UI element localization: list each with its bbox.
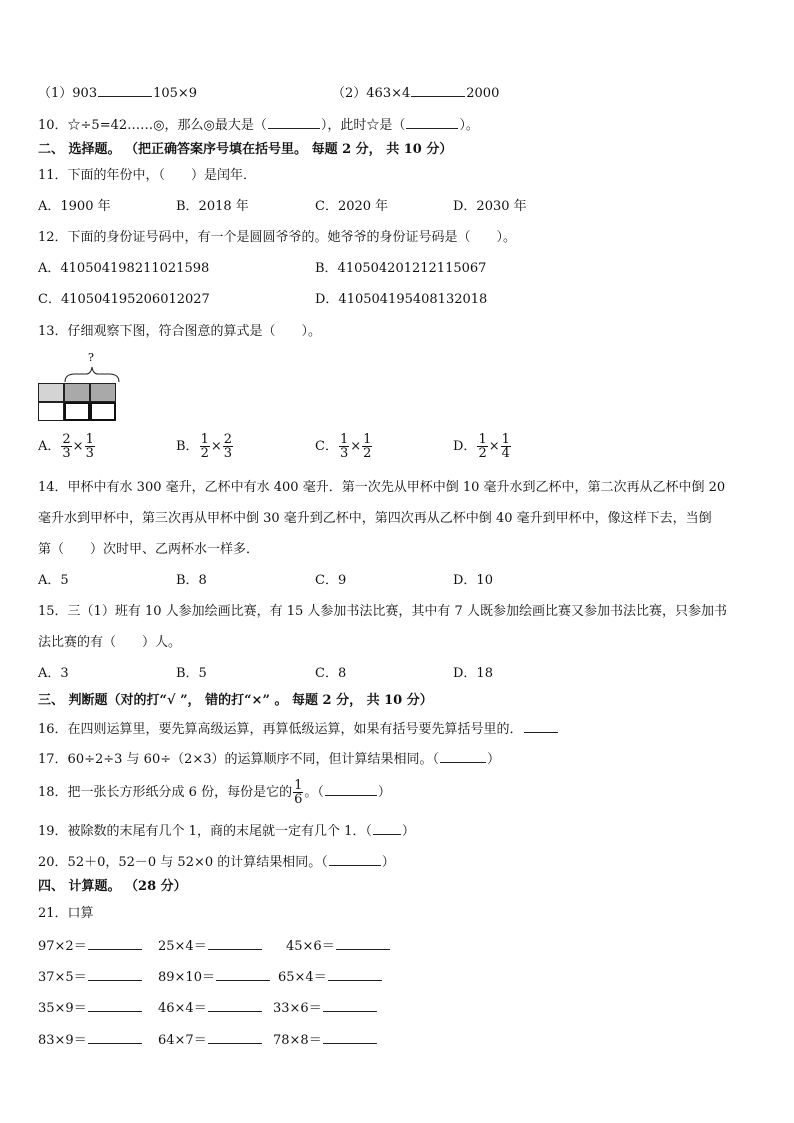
answer-blank[interactable] [88,999,142,1012]
brace-figure [60,350,124,384]
q12-option-d[interactable]: D．410504195408132018 [315,292,488,307]
question-15-line-1: 15．三（1）班有 10 人参加绘画比赛，有 15 人参加书法比赛，其中有 7 人既参加绘画比赛又参加书法比赛，只参加书 [38,604,727,619]
q11-option-b[interactable]: B．2018 年 [176,199,249,214]
q12-option-c[interactable]: C．410504195206012027 [38,292,210,307]
answer-blank[interactable] [98,84,152,97]
question-12-stem: 12．下面的身份证号码中，有一个是圆圆爷爷的。她爷爷的身份证号码是（ ）。 [38,230,517,245]
q13-option-c[interactable]: C． $\frac{1}{3}$ × $\frac{1}{2}$ [315,432,372,461]
question-14-line-1: 14．甲杯中有水 300 毫升，乙杯中有水 400 毫升．第一次先从甲杯中倒 10 毫升水到乙杯中，第二次再从乙杯中倒 20 [38,480,726,495]
question-18: 18．把一张长方形纸分成 6 份，每份是它的 $\frac{1}{6}$ 。（ ） [38,778,391,807]
answer-blank[interactable] [328,968,382,981]
answer-blank[interactable] [88,1031,142,1044]
q14-option-b[interactable]: B．8 [176,573,207,588]
q21-item: 97×2＝ [38,937,143,955]
q14-option-c[interactable]: C．9 [315,573,347,588]
q21-item: 35×9＝ [38,999,143,1017]
fraction-grid [38,383,118,423]
grid-cell [90,402,116,421]
question-16: 16．在四则运算里，要先算高级运算，再算低级运算，如果有括号要先算括号里的． [38,720,559,738]
answer-blank[interactable] [208,1031,262,1044]
answer-blank[interactable] [440,750,486,763]
q14-option-a[interactable]: A．5 [38,573,69,588]
question-13-stem: 13．仔细观察下图，符合图意的算式是（ ）。 [38,324,322,339]
answer-blank[interactable] [524,720,558,733]
section-3-heading: 三、 判断题（对的打“√ ”， 错的打“×” 。 每题 2 分， 共 10 分） [38,693,433,708]
brace-label: ? [88,351,94,364]
question-11-stem: 11．下面的年份中，（ ）是闰年． [38,168,257,183]
q12-option-a[interactable]: A．410504198211021598 [38,261,210,276]
q21-item: 78×8＝ [273,1031,378,1049]
q21-item: 64×7＝ [158,1031,263,1049]
answer-blank[interactable] [268,116,320,129]
q13-option-a[interactable]: A． $\frac{2}{3}$ × $\frac{1}{3}$ [38,432,94,461]
answer-blank[interactable] [323,999,377,1012]
grid-cell [38,402,64,421]
grid-cell [90,383,116,402]
answer-blank[interactable] [216,968,270,981]
q9-part1: （1）903 105×9 [38,86,198,101]
question-14-line-2: 毫升水到甲杯中，第三次再从甲杯中倒 30 毫升到乙杯中，第四次再从乙杯中倒 40 毫升到甲杯中，像这样下去，当倒 [38,511,712,526]
q15-option-b[interactable]: B．5 [176,666,207,681]
q15-option-d[interactable]: D．18 [453,666,493,681]
q21-item: 89×10＝ [158,968,271,986]
q11-option-c[interactable]: C．2020 年 [315,199,389,214]
answer-blank[interactable] [88,937,142,950]
answer-blank[interactable] [323,1031,377,1044]
question-10: 10．☆÷5=42……◎，那么◎最大是（ ），此时☆是（ ）。 [38,118,479,133]
grid-cell [38,383,64,402]
answer-blank[interactable] [325,783,377,796]
question-21-title: 21．口算 [38,906,94,921]
q21-item: 46×4＝ [158,999,263,1017]
q12-option-b[interactable]: B．410504201212115067 [315,261,487,276]
answer-blank[interactable] [406,116,458,129]
q21-item: 25×4＝ [158,937,263,955]
q13-option-d[interactable]: D． $\frac{1}{2}$ × $\frac{1}{4}$ [453,432,510,461]
grid-cell [64,383,90,402]
question-14-line-3: 第（ ）次时甲、乙两杯水一样多． [38,542,260,557]
question-20: 20．52＋0，52－0 与 52×0 的计算结果相同。（ ） [38,855,395,870]
q15-option-c[interactable]: C．8 [315,666,347,681]
answer-blank[interactable] [208,937,262,950]
q21-item: 65×4＝ [278,968,383,986]
section-4-heading: 四、 计算题。 （28 分） [38,879,187,894]
answer-blank[interactable] [336,937,390,950]
q14-option-d[interactable]: D．10 [453,573,493,588]
question-15-line-2: 法比赛的有（ ）人。 [38,635,182,650]
q11-option-d[interactable]: D．2030 年 [453,199,527,214]
question-17: 17．60÷2÷3 与 60÷（2×3）的运算顺序不同，但计算结果相同。（ ） [38,752,501,767]
q21-item: 83×9＝ [38,1031,143,1049]
answer-blank[interactable] [88,968,142,981]
q21-item: 37×5＝ [38,968,143,986]
answer-blank[interactable] [411,84,465,97]
brace-icon [65,367,119,382]
section-2-heading: 二、 选择题。 （把正确答案序号填在括号里。 每题 2 分， 共 10 分） [38,142,453,157]
q13-option-b[interactable]: B． $\frac{1}{2}$ × $\frac{2}{3}$ [176,432,233,461]
grid-cell [64,402,90,421]
answer-blank[interactable] [208,999,262,1012]
answer-blank[interactable] [373,822,401,835]
q11-option-a[interactable]: A．1900 年 [38,199,111,214]
q9-part2: （2）463×4 2000 [332,86,500,101]
q15-option-a[interactable]: A．3 [38,666,69,681]
q21-item: 45×6＝ [286,937,391,955]
answer-blank[interactable] [329,853,381,866]
q21-item: 33×6＝ [273,999,378,1017]
question-19: 19．被除数的末尾有几个 1，商的末尾就一定有几个 1．（ ） [38,824,415,839]
